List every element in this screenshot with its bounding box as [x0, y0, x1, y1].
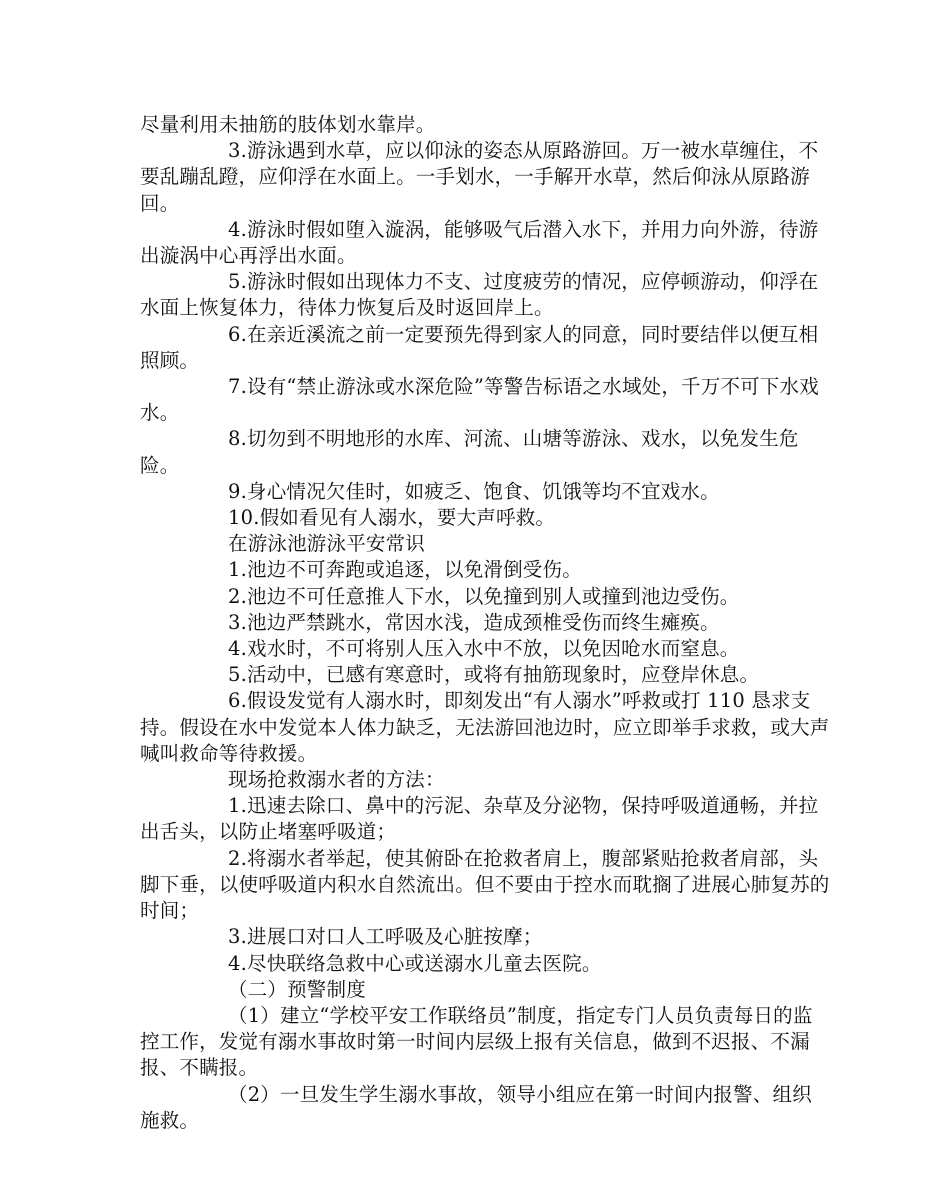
paragraph: 7.设有“禁止游泳或水深危险”等警告标语之水域处，千万不可下水戏水。	[140, 375, 819, 425]
paragraph: 2.将溺水者举起，使其俯卧在抢救者肩上，腹部紧贴抢救者肩部，头脚下垂，以使呼吸道内积水自然流出。但不要由于控水而耽搁了进展心肺复苏的时间；	[140, 846, 830, 923]
paragraph: 3.池边严禁跳水，常因水浅，造成颈椎受伤而终生瘫痪。	[228, 610, 720, 634]
paragraph: 10.假如看见有人溺水，要大声呼救。	[228, 506, 556, 530]
section-heading: 在游泳池游泳平安常识	[228, 532, 426, 556]
paragraph: 3.游泳遇到水草，应以仰泳的姿态从原路游回。万一被水草缠住，不要乱蹦乱蹬，应仰浮在水面上。一手划水，一手解开水草，然后仰泳从原路游回。	[140, 139, 819, 215]
section-heading: （二）预警制度	[228, 977, 366, 1001]
section-heading: 现场抢救溺水者的方法：	[228, 768, 445, 792]
paragraph: 5.活动中，已感有寒意时，或将有抽筋现象时，应登岸休息。	[228, 663, 760, 687]
paragraph: 6.假设发觉有人溺水时，即刻发出“有人溺水”呼救或打 110 恳求支持。假设在水中发觉本人体力缺乏，无法游回池边时，应立即举手求救，或大声喊叫救命等待救援。	[140, 689, 830, 765]
paragraph: 4.游泳时假如堕入漩涡，能够吸气后潜入水下，并用力向外游，待游出漩涡中心再浮出水面。	[140, 217, 819, 268]
paragraph: 1.迅速去除口、鼻中的污泥、杂草及分泌物，保持呼吸道通畅，并拉出舌头，以防止堵塞呼吸道；	[140, 794, 819, 844]
paragraph: 6.在亲近溪流之前一定要预先得到家人的同意，同时要结伴以便互相照顾。	[140, 322, 819, 372]
paragraph: 4.戏水时，不可将别人压入水中不放，以免因呛水而窒息。	[228, 637, 740, 661]
paragraph: 9.身心情况欠佳时，如疲乏、饱食、饥饿等均不宜戏水。	[228, 479, 720, 503]
paragraph: （2）一旦发生学生溺水事故，领导小组应在第一时间内报警、组织施救。	[140, 1082, 812, 1132]
paragraph: 4.尽快联络急救中心或送溺水儿童去医院。	[228, 951, 602, 975]
paragraph: 8.切勿到不明地形的水库、河流、山塘等游泳、戏水，以免发生危险。	[140, 427, 799, 477]
paragraph: （1）建立“学校平安工作联络员”制度，指定专门人员负责每日的监控工作，发觉有溺水事故时第一时间内层级上报有关信息，做到不迟报、不漏报、不瞒报。	[140, 1003, 813, 1080]
paragraph: 5.游泳时假如出现体力不支、过度疲劳的情况，应停顿游动，仰浮在水面上恢复体力，待体力恢复后及时返回岸上。	[140, 270, 819, 320]
paragraph: 3.进展口对口人工呼吸及心脏按摩；	[228, 925, 543, 949]
document-body	[140, 112, 830, 1134]
paragraph: 2.池边不可任意推人下水，以免撞到别人或撞到池边受伤。	[228, 584, 740, 608]
paragraph: 尽量利用未抽筋的肢体划水靠岸。	[140, 113, 436, 136]
paragraph: 1.池边不可奔跑或追逐，以免滑倒受伤。	[228, 558, 582, 582]
